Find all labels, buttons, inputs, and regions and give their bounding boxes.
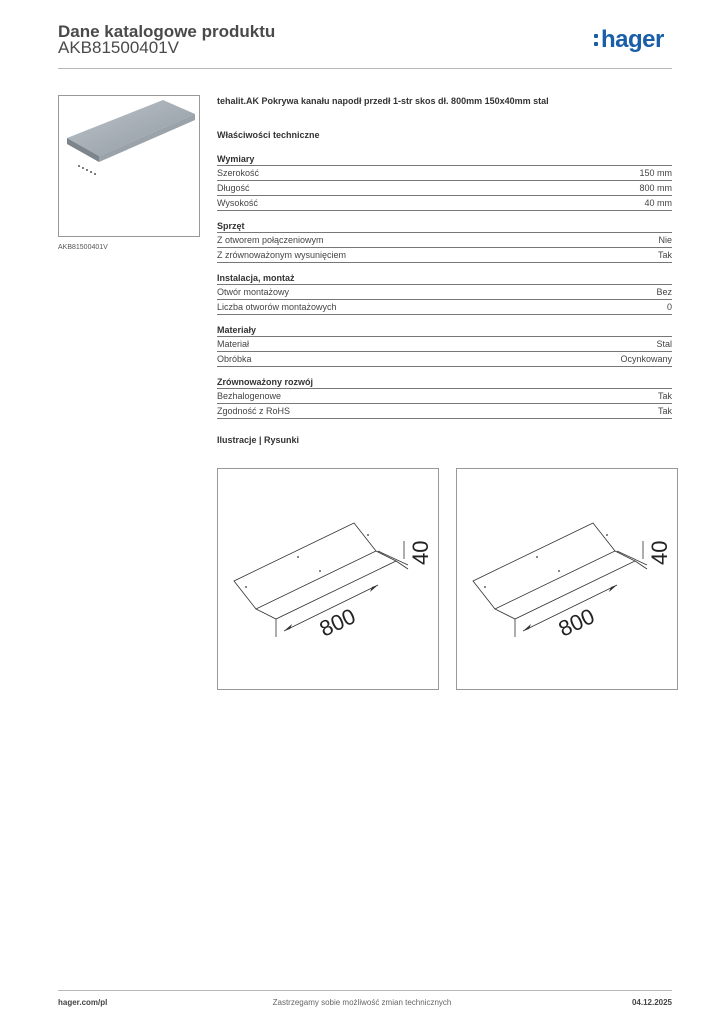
spec-value: Stal: [656, 339, 672, 349]
product-image: [58, 95, 200, 237]
header-divider: [58, 68, 672, 69]
spec-label: Materiał: [217, 339, 250, 349]
logo-dot-top: [594, 34, 598, 38]
product-image-svg: [59, 96, 199, 236]
product-image-caption: AKB81500401V: [58, 244, 108, 251]
dim-length-label: 800: [315, 603, 360, 642]
group-title: Materiały: [217, 324, 672, 337]
properties-title: Właściwości techniczne: [217, 130, 320, 140]
spec-row: [217, 352, 672, 367]
spec-label: Liczba otworów montażowych: [217, 302, 337, 312]
spec-row: [217, 389, 672, 404]
spec-value: Tak: [657, 250, 672, 260]
spec-value: 800 mm: [639, 183, 672, 193]
spec-row: [217, 233, 672, 248]
group-equipment: [217, 220, 672, 263]
spec-label: Z zrównoważonym wysunięciem: [217, 250, 347, 260]
group-sustainability: [217, 376, 672, 419]
footer-disclaimer: Zastrzegamy sobie możliwość zmian technicznych: [272, 998, 452, 1007]
product-title: tehalit.AK Pokrywa kanału napodł przedł 1-str skos dł. 800mm 150x40mm stal: [217, 96, 549, 106]
group-installation: [217, 272, 672, 315]
spec-value: Nie: [658, 235, 672, 245]
spec-label: Z otworem połączeniowym: [217, 235, 324, 245]
spec-row: [217, 285, 672, 300]
spec-row: [217, 300, 672, 315]
technical-drawing-svg: [218, 469, 438, 689]
spec-value: 150 mm: [639, 168, 672, 178]
technical-drawing-svg: [457, 469, 677, 689]
spec-value: 0: [666, 302, 672, 312]
dim-length-label: 800: [554, 603, 599, 642]
spec-label: Zgodność z RoHS: [217, 406, 291, 416]
spec-value: Ocynkowany: [620, 354, 672, 364]
spec-row: [217, 248, 672, 263]
spec-row: [217, 181, 672, 196]
spec-row: [217, 166, 672, 181]
page-title: Dane katalogowe produktu: [58, 22, 276, 41]
spec-label: Obróbka: [217, 354, 252, 364]
dim-height-label: 40: [647, 540, 672, 565]
spec-row: [217, 337, 672, 352]
spec-label: Bezhalogenowe: [217, 391, 282, 401]
spec-row: [217, 196, 672, 211]
group-title: Wymiary: [217, 153, 672, 166]
group-dimensions: [217, 153, 672, 211]
spec-value: 40 mm: [644, 198, 672, 208]
illustrations-title: Ilustracje | Rysunki: [217, 435, 300, 445]
spec-label: Długość: [217, 183, 250, 193]
spec-label: Otwór montażowy: [217, 287, 290, 297]
group-title: Zrównoważony rozwój: [217, 376, 672, 389]
group-title: Sprzęt: [217, 220, 672, 233]
spec-value: Bez: [656, 287, 672, 297]
technical-drawing-1: [217, 468, 439, 690]
spec-label: Wysokość: [217, 198, 258, 208]
logo-text: hager: [601, 26, 664, 53]
product-details: [217, 96, 672, 449]
footer-date: 04.12.2025: [631, 998, 672, 1007]
logo-dot-bottom: [594, 42, 598, 46]
footer-divider: [58, 990, 672, 991]
spec-value: Tak: [657, 391, 672, 401]
spec-value: Tak: [657, 406, 672, 416]
footer-website-link[interactable]: hager.com/pl: [58, 998, 108, 1007]
product-code: AKB81500401V: [58, 38, 179, 57]
group-title: Instalacja, montaż: [217, 272, 672, 285]
spec-row: [217, 404, 672, 419]
group-materials: [217, 324, 672, 367]
technical-drawing-2: [456, 468, 678, 690]
spec-label: Szerokość: [217, 168, 260, 178]
dim-height-label: 40: [408, 540, 433, 565]
